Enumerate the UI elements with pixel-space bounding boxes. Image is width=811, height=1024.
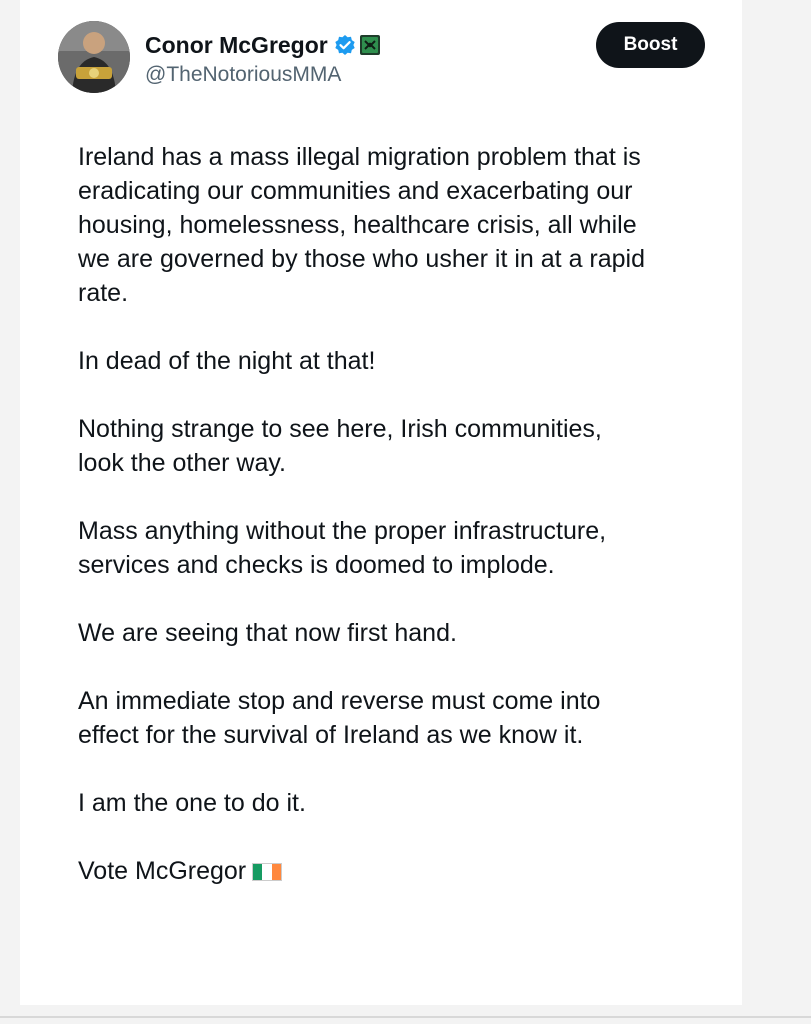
- post-paragraph: In dead of the night at that!: [78, 347, 376, 375]
- author-info: [145, 30, 381, 87]
- display-name[interactable]: Conor McGregor: [145, 31, 328, 58]
- irish-flag-icon: [252, 856, 282, 874]
- author-handle[interactable]: @TheNotoriousMMA: [145, 63, 342, 86]
- avatar-image: [58, 21, 130, 93]
- post-paragraph: Nothing strange to see here, Irish communities, look the other way.: [78, 415, 602, 477]
- divider: [0, 1016, 811, 1018]
- boost-button[interactable]: Boost: [596, 22, 705, 68]
- avatar[interactable]: [58, 21, 130, 93]
- post-text: [78, 140, 738, 888]
- affiliate-badge-icon: [359, 34, 381, 56]
- post-paragraph: I am the one to do it.: [78, 789, 306, 817]
- post-paragraph: Mass anything without the proper infrastructure, services and checks is doomed to implode.: [78, 517, 607, 579]
- name-row: [145, 30, 381, 60]
- post-header: [58, 20, 758, 100]
- post-paragraph: An immediate stop and reverse must come into effect for the survival of Ireland as we know it.: [78, 687, 601, 749]
- vote-text: Vote McGregor: [78, 857, 247, 885]
- verified-badge-icon: [334, 34, 356, 56]
- post-paragraph: We are seeing that now first hand.: [78, 619, 457, 647]
- post-paragraph: Ireland has a mass illegal migration problem that is eradicating our communities and exacerbating our housing, homelessness, healthcare crisis, all while we are governed by those who usher it in at a rapid rate.: [78, 143, 646, 307]
- post-paragraph-final: [78, 854, 738, 888]
